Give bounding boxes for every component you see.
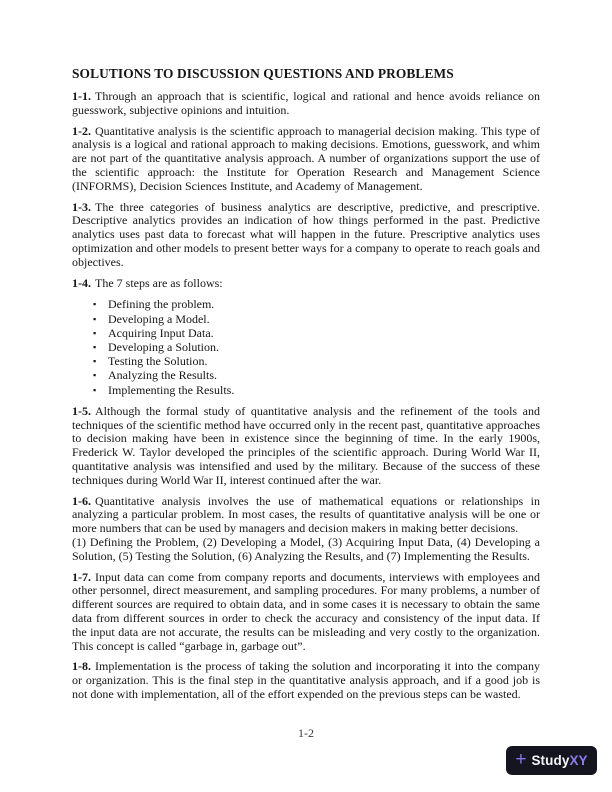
brand-name	[531, 753, 587, 768]
list-item	[93, 354, 540, 369]
solution-text: Quantitative analysis involves the use of mathematical equations or relationships in analyzing a particular problem. In most cases, the results of quantitative analysis will be one or more numbers that can be used by managers and decision makers in making better decisions.	[72, 493, 540, 536]
brand-name-primary: Study	[531, 753, 570, 768]
page-title: SOLUTIONS TO DISCUSSION QUESTIONS AND PROBLEMS	[72, 66, 454, 81]
list-item	[93, 382, 540, 397]
paragraph-1-1	[72, 90, 540, 118]
solution-text: Implementation is the process of taking the solution and incorporating it into the company or organization. This is the final step in the quantitative analysis approach, and if a good job is not done with implementation, all of the effort expended on the previous steps can be wasted.	[72, 659, 540, 701]
document-content	[72, 66, 540, 709]
list-item	[93, 297, 540, 312]
list-item	[93, 368, 540, 383]
square-bullet-icon: ▪	[93, 384, 97, 395]
studyxy-logo[interactable]	[506, 746, 597, 775]
brand-name-accent: XY	[569, 753, 588, 768]
list-item	[93, 311, 540, 326]
solution-text: The three categories of business analytics are descriptive, predictive, and prescriptive. Descriptive analytics provides an indication of how things performed in the past. Predictive analytics uses past data to forecast what will happen in the future. Prescriptive analytics uses optimization and other models to present better ways for a company to operate to reach goals and objectives.	[72, 199, 540, 269]
solution-label: 1-5.	[72, 403, 91, 418]
paragraph-1-2	[72, 125, 540, 194]
solution-label: 1-7.	[72, 569, 91, 584]
list-item-text: Developing a Solution.	[108, 339, 219, 354]
solution-text: The 7 steps are as follows:	[95, 275, 223, 290]
list-item-text: Developing a Model.	[108, 311, 210, 326]
square-bullet-icon: ▪	[93, 341, 97, 352]
solution-label: 1-2.	[72, 123, 91, 138]
solution-label: 1-6.	[72, 493, 91, 508]
square-bullet-icon: ▪	[93, 299, 97, 310]
plus-icon: +	[515, 749, 527, 770]
list-item-text: Acquiring Input Data.	[108, 325, 214, 340]
square-bullet-icon: ▪	[93, 327, 97, 338]
solution-steps-inline: (1) Defining the Problem, (2) Developing a Model, (3) Acquiring Input Data, (4) Developing a Solution, (5) Testing the Solution, (6) Analyzing the Results, and (7) Implementing the Results.	[72, 534, 540, 563]
list-item-text: Defining the problem.	[108, 297, 215, 312]
square-bullet-icon: ▪	[93, 370, 97, 381]
steps-list	[72, 297, 540, 396]
square-bullet-icon: ▪	[93, 313, 97, 324]
list-item-text: Implementing the Results.	[108, 382, 235, 397]
solution-label: 1-8.	[72, 659, 91, 674]
solution-text: Through an approach that is scientific, logical and rational and hence avoids reliance on guesswork, subjective opinions and intuition.	[72, 89, 540, 117]
list-item	[93, 325, 540, 340]
list-item-text: Testing the Solution.	[108, 354, 208, 369]
solution-text: Input data can come from company reports and documents, interviews with employees and other personnel, direct measurement, and sampling procedures. For many problems, a number of different sources are required to obtain data, and in some cases it is necessary to obtain the same data from different sources in order to check the accuracy and consistency of the input data. If the input data are not accurate, the results can be misleading and very costly to the organization. This concept is called “garbage in, garbage out”.	[72, 569, 540, 653]
solution-label: 1-1.	[72, 89, 91, 103]
paragraph-1-3	[72, 201, 540, 270]
square-bullet-icon: ▪	[93, 356, 97, 367]
list-item	[93, 339, 540, 354]
page-number: 1-2	[298, 726, 314, 740]
solution-text: Although the formal study of quantitative analysis and the refinement of the tools and techniques of the scientific method have occurred only in the recent past, quantitative approaches to decision making have been in existence since the beginning of time. In the early 1900s, Frederick W. Taylor developed the principles of the scientific approach. During World War II, quantitative analysis was intensified and used by the military. Because of the success of these techniques during World War II, interest continued after the war.	[72, 403, 540, 487]
paragraph-1-5	[72, 405, 540, 488]
paragraph-1-8	[72, 660, 540, 701]
solution-label: 1-4.	[72, 275, 91, 290]
solution-label: 1-3.	[72, 199, 91, 214]
solution-text: Quantitative analysis is the scientific approach to managerial decision making. This type of analysis is a logical and rational approach to making decisions. Emotions, guesswork, and whim are not part of the quantitative analysis approach. A number of organizations support the use of the scientific approach: the Institute for Operation Research and Management Science (INFORMS), Decision Sciences Institute, and Academy of Management.	[72, 123, 540, 193]
paragraph-1-7	[72, 571, 540, 654]
paragraph-1-6	[72, 495, 540, 564]
list-item-text: Analyzing the Results.	[108, 368, 217, 383]
paragraph-1-4	[72, 277, 540, 291]
